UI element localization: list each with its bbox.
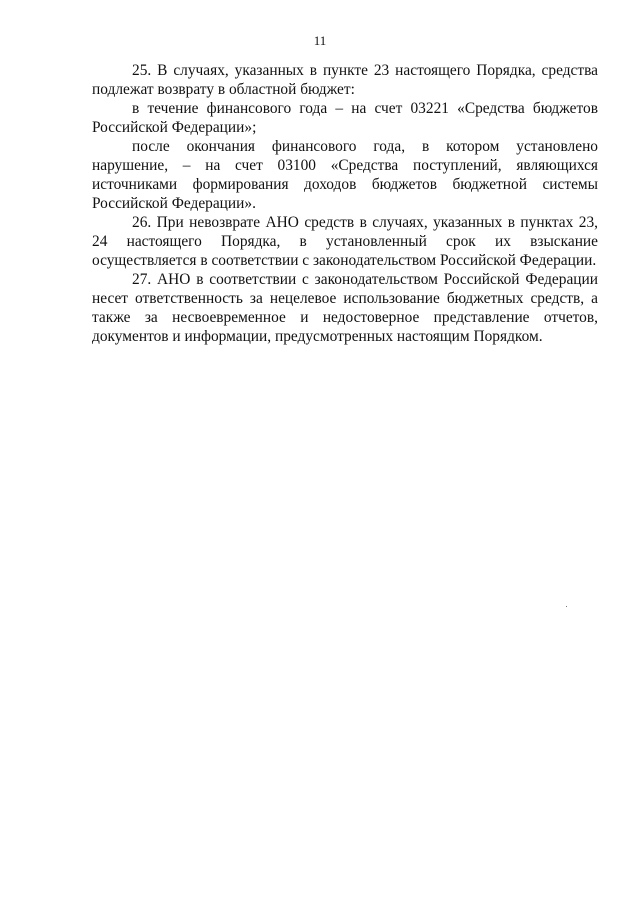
paragraph-25-after-year: после окончания финансового года, в котором установлено нарушение, – на счет 03100 «Средства поступлений, являющихся источниками формирования доходов бюджетов бюджетной системы Российской Федерации». [92, 138, 598, 212]
document-body [92, 61, 598, 346]
paragraph-25-during-year: в течение финансового года – на счет 03221 «Средства бюджетов Российской Федерации»; [92, 100, 598, 136]
paragraph-27: 27. АНО в соответствии с законодательством Российской Федерации несет ответственность за нецелевое использование бюджетных средств, а также за несвоевременное и недостоверное представление отчетов, документов и информации, предусмотренных настоящим Порядком. [92, 271, 598, 345]
paragraph-25: 25. В случаях, указанных в пункте 23 настоящего Порядка, средства подлежат возврату в областной бюджет: [92, 62, 598, 98]
scan-speck [566, 606, 567, 607]
page-number: 11 [313, 33, 327, 48]
paragraph-26: 26. При невозврате АНО средств в случаях, указанных в пунктах 23, 24 настоящего Порядка, в установленный срок их взыскание осуществляется в соответствии с законодательством Российской Федерации. [92, 214, 598, 269]
